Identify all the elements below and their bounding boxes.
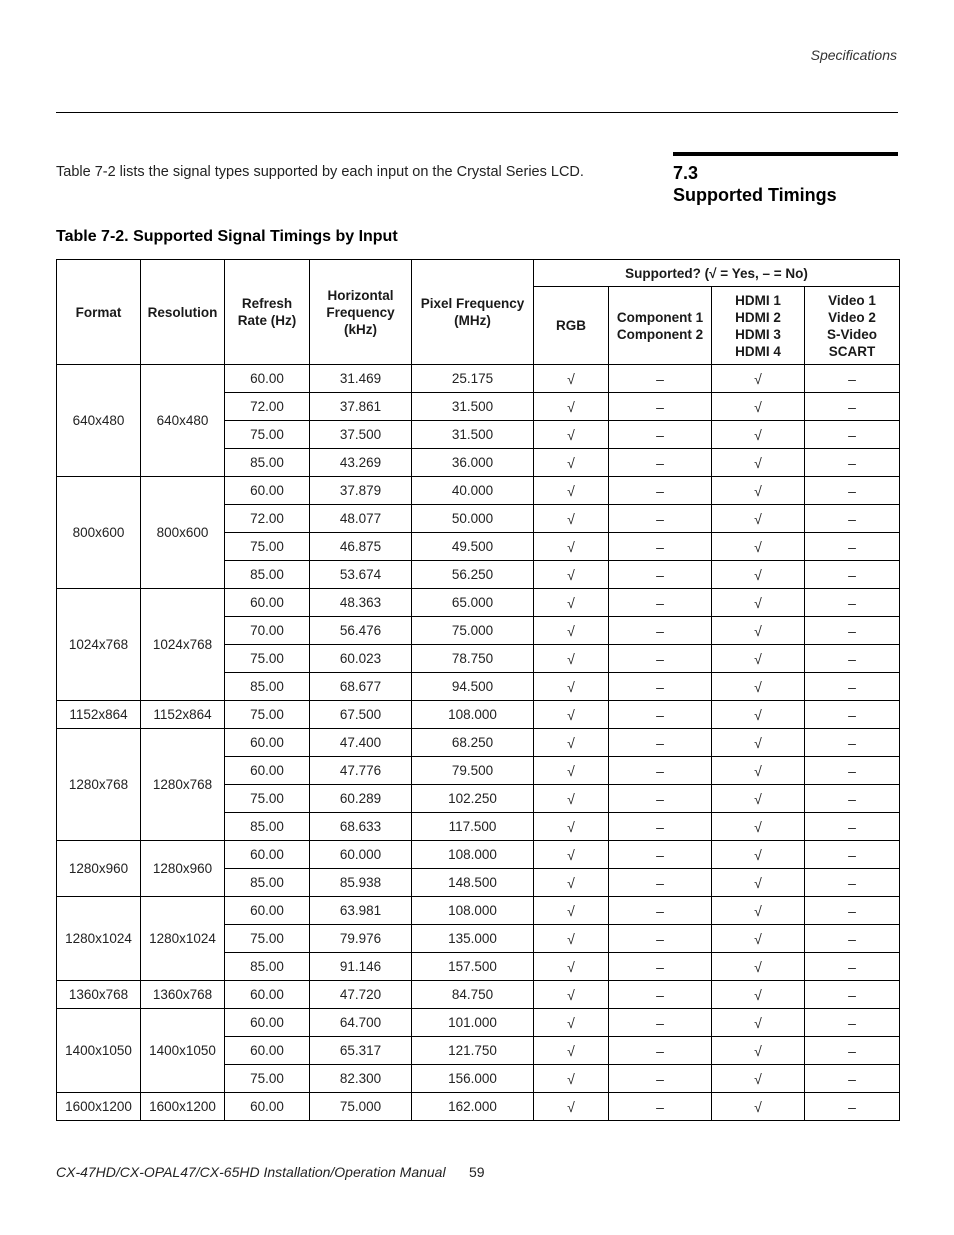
- cell-video-support: –: [805, 393, 900, 421]
- cell-hdmi-support: √: [712, 897, 805, 925]
- cell-rgb-support: √: [534, 813, 609, 841]
- cell-rgb-support: √: [534, 701, 609, 729]
- header-horizontal-frequency: Horizontal Frequency (kHz): [310, 260, 412, 365]
- cell-rgb-support: √: [534, 981, 609, 1009]
- table-row: [57, 1009, 900, 1037]
- cell-horizontal-frequency: 31.469: [310, 365, 412, 393]
- cell-hdmi-support: √: [712, 673, 805, 701]
- cell-refresh-rate: 75.00: [225, 785, 310, 813]
- table-row: [57, 701, 900, 729]
- cell-rgb-support: √: [534, 365, 609, 393]
- header-format: Format: [57, 260, 141, 365]
- cell-pixel-frequency: 65.000: [412, 589, 534, 617]
- cell-pixel-frequency: 117.500: [412, 813, 534, 841]
- cell-rgb-support: √: [534, 645, 609, 673]
- cell-hdmi-support: √: [712, 533, 805, 561]
- cell-refresh-rate: 75.00: [225, 533, 310, 561]
- cell-component-support: –: [609, 1065, 712, 1093]
- cell-refresh-rate: 75.00: [225, 925, 310, 953]
- cell-component-support: –: [609, 701, 712, 729]
- cell-component-support: –: [609, 1093, 712, 1121]
- cell-rgb-support: √: [534, 869, 609, 897]
- cell-horizontal-frequency: 47.400: [310, 729, 412, 757]
- cell-pixel-frequency: 101.000: [412, 1009, 534, 1037]
- cell-pixel-frequency: 75.000: [412, 617, 534, 645]
- cell-pixel-frequency: 102.250: [412, 785, 534, 813]
- table-row: [57, 477, 900, 505]
- cell-component-support: –: [609, 673, 712, 701]
- cell-format: 1360x768: [57, 981, 141, 1009]
- cell-video-support: –: [805, 505, 900, 533]
- cell-component-support: –: [609, 449, 712, 477]
- cell-component-support: –: [609, 505, 712, 533]
- cell-rgb-support: √: [534, 617, 609, 645]
- table-row: [57, 729, 900, 757]
- section-heading-bar: [673, 152, 898, 156]
- cell-format: 1280x768: [57, 729, 141, 841]
- cell-rgb-support: √: [534, 953, 609, 981]
- cell-pixel-frequency: 56.250: [412, 561, 534, 589]
- cell-refresh-rate: 85.00: [225, 561, 310, 589]
- cell-component-support: –: [609, 365, 712, 393]
- table-body: [57, 365, 900, 1121]
- cell-rgb-support: √: [534, 841, 609, 869]
- cell-video-support: –: [805, 589, 900, 617]
- cell-rgb-support: √: [534, 925, 609, 953]
- cell-component-support: –: [609, 589, 712, 617]
- cell-horizontal-frequency: 48.363: [310, 589, 412, 617]
- table-row: [57, 841, 900, 869]
- cell-pixel-frequency: 78.750: [412, 645, 534, 673]
- header-pixel-frequency: Pixel Frequency (MHz): [412, 260, 534, 365]
- cell-hdmi-support: √: [712, 617, 805, 645]
- cell-horizontal-frequency: 48.077: [310, 505, 412, 533]
- cell-refresh-rate: 60.00: [225, 897, 310, 925]
- cell-horizontal-frequency: 79.976: [310, 925, 412, 953]
- cell-refresh-rate: 72.00: [225, 393, 310, 421]
- cell-rgb-support: √: [534, 1009, 609, 1037]
- cell-pixel-frequency: 108.000: [412, 701, 534, 729]
- cell-horizontal-frequency: 82.300: [310, 1065, 412, 1093]
- cell-rgb-support: √: [534, 589, 609, 617]
- header-resolution: Resolution: [141, 260, 225, 365]
- cell-resolution: 1024x768: [141, 589, 225, 701]
- footer-page-number: 59: [469, 1164, 485, 1180]
- cell-refresh-rate: 75.00: [225, 645, 310, 673]
- cell-hdmi-support: √: [712, 589, 805, 617]
- cell-hdmi-support: √: [712, 785, 805, 813]
- cell-horizontal-frequency: 47.720: [310, 981, 412, 1009]
- cell-pixel-frequency: 148.500: [412, 869, 534, 897]
- cell-pixel-frequency: 84.750: [412, 981, 534, 1009]
- cell-horizontal-frequency: 85.938: [310, 869, 412, 897]
- cell-pixel-frequency: 50.000: [412, 505, 534, 533]
- cell-component-support: –: [609, 813, 712, 841]
- cell-component-support: –: [609, 785, 712, 813]
- cell-format: 1280x1024: [57, 897, 141, 981]
- cell-video-support: –: [805, 673, 900, 701]
- cell-refresh-rate: 60.00: [225, 757, 310, 785]
- cell-video-support: –: [805, 981, 900, 1009]
- cell-pixel-frequency: 36.000: [412, 449, 534, 477]
- signal-timings-table: [56, 259, 900, 1121]
- cell-resolution: 1152x864: [141, 701, 225, 729]
- table-row: [57, 981, 900, 1009]
- cell-component-support: –: [609, 841, 712, 869]
- cell-rgb-support: √: [534, 393, 609, 421]
- cell-horizontal-frequency: 64.700: [310, 1009, 412, 1037]
- cell-hdmi-support: √: [712, 477, 805, 505]
- cell-refresh-rate: 60.00: [225, 1093, 310, 1121]
- cell-hdmi-support: √: [712, 561, 805, 589]
- cell-pixel-frequency: 31.500: [412, 393, 534, 421]
- cell-pixel-frequency: 25.175: [412, 365, 534, 393]
- cell-video-support: –: [805, 841, 900, 869]
- cell-rgb-support: √: [534, 757, 609, 785]
- cell-rgb-support: √: [534, 673, 609, 701]
- cell-pixel-frequency: 135.000: [412, 925, 534, 953]
- cell-hdmi-support: √: [712, 1037, 805, 1065]
- cell-rgb-support: √: [534, 1065, 609, 1093]
- cell-refresh-rate: 85.00: [225, 673, 310, 701]
- cell-refresh-rate: 85.00: [225, 813, 310, 841]
- cell-pixel-frequency: 49.500: [412, 533, 534, 561]
- cell-video-support: –: [805, 953, 900, 981]
- cell-component-support: –: [609, 393, 712, 421]
- cell-pixel-frequency: 157.500: [412, 953, 534, 981]
- cell-pixel-frequency: 68.250: [412, 729, 534, 757]
- cell-resolution: 1400x1050: [141, 1009, 225, 1093]
- cell-video-support: –: [805, 449, 900, 477]
- cell-format: 800x600: [57, 477, 141, 589]
- cell-rgb-support: √: [534, 533, 609, 561]
- cell-horizontal-frequency: 91.146: [310, 953, 412, 981]
- cell-component-support: –: [609, 533, 712, 561]
- cell-video-support: –: [805, 365, 900, 393]
- cell-component-support: –: [609, 925, 712, 953]
- cell-rgb-support: √: [534, 477, 609, 505]
- cell-horizontal-frequency: 60.023: [310, 645, 412, 673]
- cell-video-support: –: [805, 785, 900, 813]
- cell-horizontal-frequency: 47.776: [310, 757, 412, 785]
- cell-component-support: –: [609, 757, 712, 785]
- cell-refresh-rate: 60.00: [225, 589, 310, 617]
- cell-format: 640x480: [57, 365, 141, 477]
- cell-video-support: –: [805, 1093, 900, 1121]
- cell-video-support: –: [805, 1037, 900, 1065]
- cell-component-support: –: [609, 729, 712, 757]
- cell-rgb-support: √: [534, 561, 609, 589]
- cell-refresh-rate: 60.00: [225, 1037, 310, 1065]
- cell-format: 1152x864: [57, 701, 141, 729]
- cell-video-support: –: [805, 1009, 900, 1037]
- cell-hdmi-support: √: [712, 701, 805, 729]
- cell-hdmi-support: √: [712, 981, 805, 1009]
- cell-hdmi-support: √: [712, 729, 805, 757]
- cell-hdmi-support: √: [712, 1065, 805, 1093]
- cell-video-support: –: [805, 701, 900, 729]
- cell-format: 1024x768: [57, 589, 141, 701]
- table-row: [57, 365, 900, 393]
- cell-hdmi-support: √: [712, 841, 805, 869]
- cell-hdmi-support: √: [712, 757, 805, 785]
- cell-horizontal-frequency: 63.981: [310, 897, 412, 925]
- cell-format: 1600x1200: [57, 1093, 141, 1121]
- header-component: Component 1 Component 2: [609, 287, 712, 365]
- section-title: Supported Timings: [673, 185, 837, 205]
- cell-video-support: –: [805, 925, 900, 953]
- cell-rgb-support: √: [534, 1093, 609, 1121]
- cell-hdmi-support: √: [712, 393, 805, 421]
- cell-component-support: –: [609, 897, 712, 925]
- cell-rgb-support: √: [534, 785, 609, 813]
- cell-resolution: 1280x960: [141, 841, 225, 897]
- cell-horizontal-frequency: 65.317: [310, 1037, 412, 1065]
- cell-horizontal-frequency: 37.861: [310, 393, 412, 421]
- cell-video-support: –: [805, 757, 900, 785]
- cell-component-support: –: [609, 617, 712, 645]
- section-number: 7.3: [673, 163, 699, 183]
- cell-hdmi-support: √: [712, 953, 805, 981]
- cell-horizontal-frequency: 68.633: [310, 813, 412, 841]
- cell-rgb-support: √: [534, 421, 609, 449]
- cell-horizontal-frequency: 53.674: [310, 561, 412, 589]
- cell-refresh-rate: 70.00: [225, 617, 310, 645]
- cell-pixel-frequency: 108.000: [412, 897, 534, 925]
- cell-rgb-support: √: [534, 505, 609, 533]
- cell-video-support: –: [805, 1065, 900, 1093]
- cell-component-support: –: [609, 421, 712, 449]
- cell-refresh-rate: 60.00: [225, 729, 310, 757]
- cell-refresh-rate: 85.00: [225, 869, 310, 897]
- cell-horizontal-frequency: 37.500: [310, 421, 412, 449]
- cell-component-support: –: [609, 645, 712, 673]
- cell-pixel-frequency: 31.500: [412, 421, 534, 449]
- cell-hdmi-support: √: [712, 421, 805, 449]
- cell-pixel-frequency: 94.500: [412, 673, 534, 701]
- footer-manual-title: CX-47HD/CX-OPAL47/CX-65HD Installation/Operation Manual: [56, 1164, 446, 1180]
- cell-resolution: 1280x1024: [141, 897, 225, 981]
- cell-video-support: –: [805, 729, 900, 757]
- cell-video-support: –: [805, 421, 900, 449]
- table-row: [57, 1093, 900, 1121]
- cell-horizontal-frequency: 46.875: [310, 533, 412, 561]
- cell-component-support: –: [609, 953, 712, 981]
- cell-video-support: –: [805, 645, 900, 673]
- cell-horizontal-frequency: 43.269: [310, 449, 412, 477]
- cell-hdmi-support: √: [712, 1009, 805, 1037]
- cell-rgb-support: √: [534, 449, 609, 477]
- cell-format: 1280x960: [57, 841, 141, 897]
- cell-hdmi-support: √: [712, 645, 805, 673]
- cell-horizontal-frequency: 56.476: [310, 617, 412, 645]
- cell-refresh-rate: 60.00: [225, 1009, 310, 1037]
- cell-component-support: –: [609, 1037, 712, 1065]
- cell-pixel-frequency: 40.000: [412, 477, 534, 505]
- cell-resolution: 640x480: [141, 365, 225, 477]
- running-header: Specifications: [810, 47, 897, 63]
- cell-refresh-rate: 75.00: [225, 421, 310, 449]
- cell-pixel-frequency: 162.000: [412, 1093, 534, 1121]
- cell-pixel-frequency: 121.750: [412, 1037, 534, 1065]
- table-caption: Table 7-2. Supported Signal Timings by Input: [56, 228, 398, 245]
- cell-hdmi-support: √: [712, 505, 805, 533]
- header-hdmi: HDMI 1 HDMI 2 HDMI 3 HDMI 4: [712, 287, 805, 365]
- cell-rgb-support: √: [534, 1037, 609, 1065]
- cell-format: 1400x1050: [57, 1009, 141, 1093]
- cell-refresh-rate: 60.00: [225, 841, 310, 869]
- cell-component-support: –: [609, 561, 712, 589]
- cell-refresh-rate: 60.00: [225, 365, 310, 393]
- cell-hdmi-support: √: [712, 365, 805, 393]
- top-divider: [56, 112, 898, 113]
- cell-component-support: –: [609, 981, 712, 1009]
- cell-rgb-support: √: [534, 897, 609, 925]
- cell-resolution: 1600x1200: [141, 1093, 225, 1121]
- cell-refresh-rate: 85.00: [225, 953, 310, 981]
- cell-video-support: –: [805, 477, 900, 505]
- cell-hdmi-support: √: [712, 813, 805, 841]
- cell-video-support: –: [805, 533, 900, 561]
- cell-hdmi-support: √: [712, 449, 805, 477]
- cell-video-support: –: [805, 897, 900, 925]
- cell-horizontal-frequency: 67.500: [310, 701, 412, 729]
- cell-refresh-rate: 72.00: [225, 505, 310, 533]
- table-row: [57, 897, 900, 925]
- cell-horizontal-frequency: 68.677: [310, 673, 412, 701]
- header-refresh-rate: Refresh Rate (Hz): [225, 260, 310, 365]
- cell-pixel-frequency: 156.000: [412, 1065, 534, 1093]
- cell-resolution: 1280x768: [141, 729, 225, 841]
- cell-pixel-frequency: 108.000: [412, 841, 534, 869]
- cell-horizontal-frequency: 60.289: [310, 785, 412, 813]
- cell-horizontal-frequency: 60.000: [310, 841, 412, 869]
- cell-pixel-frequency: 79.500: [412, 757, 534, 785]
- cell-hdmi-support: √: [712, 925, 805, 953]
- cell-component-support: –: [609, 869, 712, 897]
- cell-horizontal-frequency: 37.879: [310, 477, 412, 505]
- header-supported: Supported? (√ = Yes, – = No): [534, 260, 900, 287]
- cell-refresh-rate: 60.00: [225, 477, 310, 505]
- cell-refresh-rate: 75.00: [225, 1065, 310, 1093]
- header-video: Video 1 Video 2 S-Video SCART: [805, 287, 900, 365]
- cell-component-support: –: [609, 1009, 712, 1037]
- table-row: [57, 589, 900, 617]
- header-rgb: RGB: [534, 287, 609, 365]
- cell-video-support: –: [805, 561, 900, 589]
- cell-hdmi-support: √: [712, 869, 805, 897]
- cell-video-support: –: [805, 617, 900, 645]
- cell-video-support: –: [805, 813, 900, 841]
- cell-refresh-rate: 60.00: [225, 981, 310, 1009]
- cell-resolution: 1360x768: [141, 981, 225, 1009]
- cell-resolution: 800x600: [141, 477, 225, 589]
- cell-refresh-rate: 75.00: [225, 701, 310, 729]
- cell-rgb-support: √: [534, 729, 609, 757]
- cell-refresh-rate: 85.00: [225, 449, 310, 477]
- cell-hdmi-support: √: [712, 1093, 805, 1121]
- intro-paragraph: Table 7-2 lists the signal types supported by each input on the Crystal Series LCD.: [56, 164, 584, 180]
- cell-horizontal-frequency: 75.000: [310, 1093, 412, 1121]
- cell-video-support: –: [805, 869, 900, 897]
- cell-component-support: –: [609, 477, 712, 505]
